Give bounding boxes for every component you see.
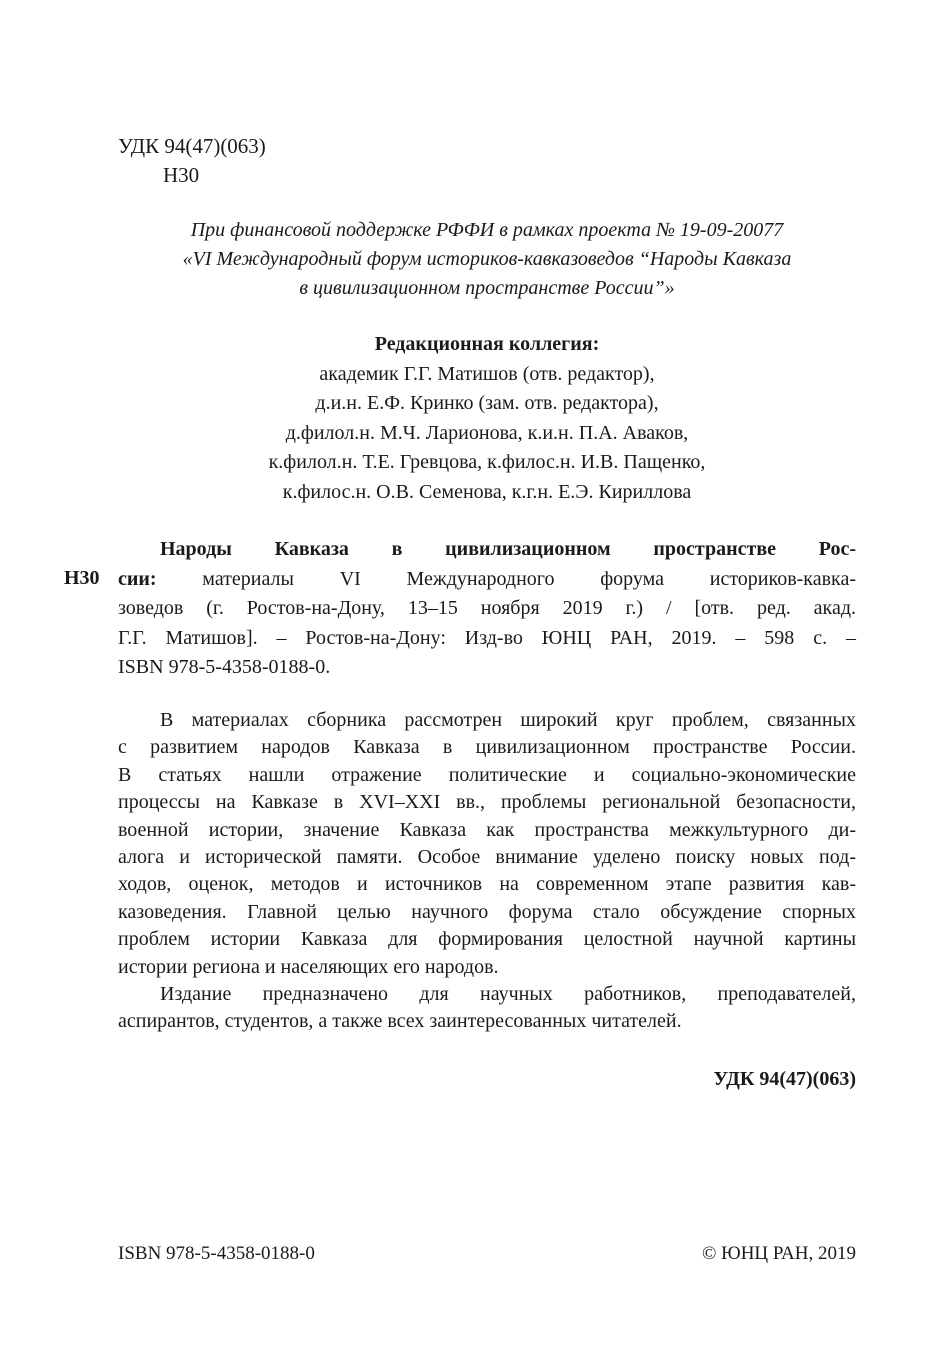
abstract <box>118 707 856 1036</box>
editorial-board-title: Редакционная коллегия: <box>374 333 600 355</box>
funding-note <box>118 216 856 303</box>
abstract-line: алога и исторической памяти. Особое внимание уделено поиску новых под- <box>118 846 856 869</box>
book-title-continued: сии: <box>118 567 157 590</box>
editorial-board-member: д.и.н. Е.Ф. Кринко (зам. отв. редактора), <box>315 392 659 414</box>
abstract-line: Издание предназначено для научных работников, преподавателей, <box>160 983 856 1006</box>
biblio-line: зоведов (г. Ростов-на-Дону, 13–15 ноября 2019 г.) / [отв. ред. акад. <box>118 597 856 619</box>
abstract-line: казоведения. Главной целью научного форума стало обсуждение спорных <box>118 900 856 923</box>
abstract-line: В материалах сборника рассмотрен широкий круг проблем, связанных <box>160 709 856 731</box>
biblio-line <box>118 565 856 595</box>
biblio-line: ISBN 978-5-4358-0188-0. <box>118 656 331 678</box>
abstract-line: с развитием народов Кавказа в цивилизационном пространстве России. <box>118 736 856 759</box>
funding-line: «VI Международный форум историков-кавказоведов “Народы Кавказа <box>182 248 792 270</box>
udk-code-bottom: УДК 94(47)(063) <box>713 1068 856 1090</box>
editorial-board <box>118 330 856 507</box>
abstract-line: В статьях нашли отражение политические и социально-экономические <box>118 763 856 786</box>
udk-code: УДК 94(47)(063) <box>118 134 266 158</box>
bibliographic-record <box>118 535 856 683</box>
author-mark: Н30 <box>163 163 200 187</box>
isbn: ISBN 978-5-4358-0188-0 <box>118 1243 315 1264</box>
copyright: © ЮНЦ РАН, 2019 <box>702 1243 856 1264</box>
editorial-board-member: академик Г.Г. Матишов (отв. редактор), <box>319 362 655 385</box>
biblio-author-mark: Н30 <box>64 567 100 589</box>
funding-line: в цивилизационном пространстве России”» <box>299 277 675 299</box>
biblio-line: Г.Г. Матишов]. – Ростов-на-Дону: Изд-во ЮНЦ РАН, 2019. – 598 с. – <box>118 626 856 649</box>
abstract-line: ходов, оценок, методов и источников на современном этапе развития кав- <box>118 873 856 896</box>
abstract-line: проблем истории Кавказа для формирования целостной научной картины <box>118 928 856 951</box>
abstract-line: процессы на Кавказе в XVI–XXI вв., проблемы региональной безопасности, <box>118 791 856 814</box>
abstract-line: аспирантов, студентов, а также всех заинтересованных читателей. <box>118 1010 682 1033</box>
editorial-board-member: д.филол.н. М.Ч. Ларионова, к.и.н. П.А. Аваков, <box>285 421 689 444</box>
book-title: Народы Кавказа в цивилизационном пространстве Рос- <box>160 538 856 560</box>
editorial-board-member: к.филол.н. Т.Е. Гревцова, к.филос.н. И.В. Пащенко, <box>268 451 706 473</box>
abstract-line: истории региона и населяющих его народов. <box>118 955 499 978</box>
biblio-line <box>118 535 856 565</box>
biblio-text: материалы VI Международного форума историков-кавка- <box>156 567 856 590</box>
editorial-board-member: к.филос.н. О.В. Семенова, к.г.н. Е.Э. Кириллова <box>282 480 692 503</box>
abstract-line: военной истории, значение Кавказа как пространства межкультурного ди- <box>118 818 856 841</box>
funding-line: При финансовой поддержке РФФИ в рамках проекта № 19-09-20077 <box>190 219 784 241</box>
